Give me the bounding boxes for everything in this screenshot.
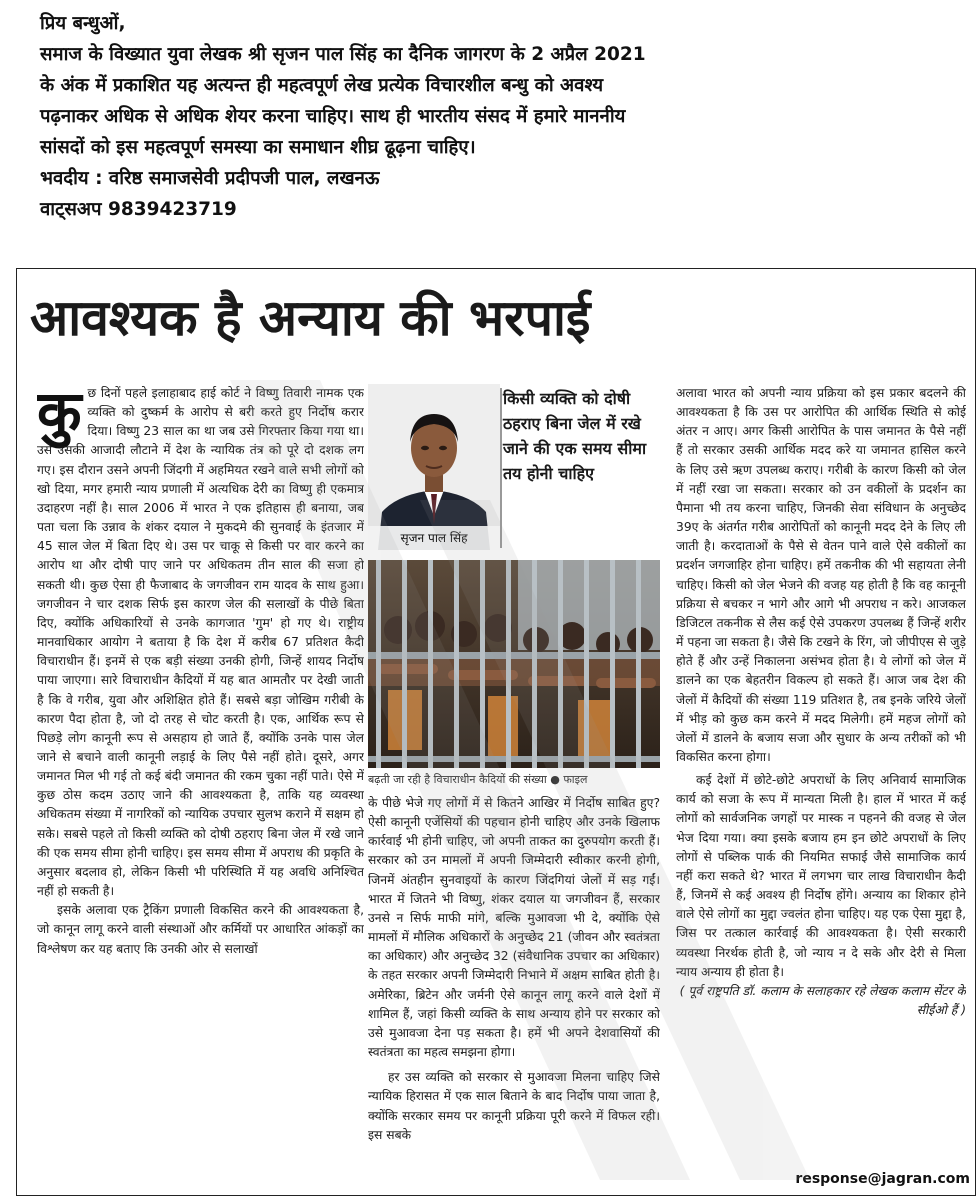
greeting: प्रिय बन्धुओं, [40, 13, 126, 34]
whatsapp-line: वाट्सअप 9839423719 [40, 199, 237, 220]
author-signoff: ( पूर्व राष्ट्रपति डॉ. कलाम के सलाहकार रहे लेखक कलाम सेंटर के सीईओ हैं ) [679, 983, 966, 1017]
photo-caption: बढ़ती जा रही है विचाराधीन कैदियों की संख्या ● फाइल [368, 773, 588, 786]
article-column-3 [676, 384, 966, 1164]
col2-paragraph-1: के पीछे भेजे गए लोगों में से कितने आखिर में निर्दोष साबित हुए? ऐसी कानूनी एजेंसियों की पहचान होनी चाहिए और उनके खिलाफ कार्रवाई भी होनी चाहिए, जो अपनी ताकत का दुरुपयोग करती हैं। सरकार को उन मामलों में अपनी जिम्मेदारी स्वीकार करनी होगी, जिनमें अंतहीन सुनवाइयों के कारण जिंदगियां जेलों में सड़ गईं। भारत में जितने भी विष्णु, शंकर दयाल या जगजीवन हैं, सरकार उनसे न सिर्फ माफी मांगे, बल्कि मुआवजा भी दे, क्योंकि ऐसे मामलों में मौलिक अधिकारों के अनुच्छेद 21 (जीवन और स्वतंत्रता का अधिकार) और अनुच्छेद 32 (संवैधानिक उपचार का अधिकार) के तहत सरकार अपनी जिम्मेदारी निभाने में अक्षम साबित होती है। अमेरिका, ब्रिटेन और जर्मनी ऐसे कानून लागू करने वाले देशों में शामिल हैं, जहां किसी व्यक्ति के साथ अन्याय होने पर सरकार को उसे मुआवजा देना पड़ सकता है। हमें भी अपने देशवासियों की स्वतंत्रता का महत्व समझना होगा। [368, 796, 660, 1060]
col2-paragraph-2: हर उस व्यक्ति को सरकार से मुआवजा मिलना चाहिए जिसे न्यायिक हिरासत में एक साल बिताने के बाद निर्दोष पाया जाता है, क्योंकि सरकार समय पर कानूनी प्रक्रिया पूरी करने में विफल रही। इस सबके [368, 1070, 660, 1142]
intro-line-1: समाज के विख्यात युवा लेखक श्री सृजन पाल सिंह का दैनिक जागरण के 2 अप्रैल 2021 [40, 44, 646, 65]
intro-line-3: पढ़नाकर अधिक से अधिक शेयर करना चाहिए। साथ ही भारतीय संसद में हमारे माननीय [40, 106, 626, 127]
col3-paragraph-2: कई देशों में छोटे-छोटे अपराधों के लिए अनिवार्य सामाजिक कार्य को सजा के रूप में मान्यता मिली है। हाल में भारत में कई लोगों को सार्वजनिक जगहों पर मास्क न पहनने की वजह से जेल भेज दिया गया। क्या इसके बजाय हम इन छोटे अपराधों के लिए लोगों से पब्लिक पार्क की नियमित सफाई जैसे सामाजिक कार्य नहीं करा सकते थे? भारत में लगभग चार लाख विचाराधीन कैदी हैं, जिनमें से कई अवश्य ही निर्दोष होंगे। अन्याय का शिकार होने वाले ऐसे लोगों का मुद्दा ज्वलंत होना चाहिए। यह एक ऐसा मुद्दा है, जिस पर तत्काल कार्रवाई की आवश्यकता है। ऐसी सरकारी व्यवस्था निरर्थक होती है, जो न्याय न दे सके और देरी से मिला न्याय अन्याय ही होता है। [676, 773, 966, 979]
author-portrait [368, 384, 500, 550]
portrait-illustration [368, 384, 500, 550]
pullquote-rule [500, 388, 502, 548]
intro-line-4: सांसदों को इस महत्वपूर्ण समस्या का समाधान शीघ्र ढूढ़ना चाहिए। [40, 137, 476, 158]
prison-photo [368, 560, 660, 768]
drop-cap: कु [37, 384, 82, 446]
article-headline: आवश्यक है अन्याय की भरपाई [30, 288, 591, 347]
article-column-1 [37, 384, 364, 1194]
intro-line-2: के अंक में प्रकाशित यह अत्यन्त ही महत्वपूर्ण लेख प्रत्येक विचारशील बन्धु को अवश्य [40, 75, 604, 96]
prison-bars-illustration [368, 560, 660, 768]
author-caption: सृजन पाल सिंह [400, 531, 468, 545]
article-column-2 [368, 794, 660, 1194]
signature-line: भवदीय : वरिष्ठ समाजसेवी प्रदीपजी पाल, लखनऊ [40, 168, 380, 189]
col1-paragraph-2: इसके अलावा एक ट्रैकिंग प्रणाली विकसित करने की आवश्यकता है, जो कानून लागू करने वाली संस्थाओं और कर्मियों पर आधारित आंकड़ों का विश्लेषण कर यह बताए कि उनकी ओर से सलाखों [37, 903, 364, 956]
col1-paragraph-1-text: छ दिनों पहले इलाहाबाद हाई कोर्ट ने विष्णु तिवारी नामक एक व्यक्ति को दुष्कर्म के आरोप से बरी करते हुए निर्दोष करार दिया। विष्णु 23 साल का था जब उसे गिरफ्तार किया गया था। उसे उसकी आजादी लौटाने में देश के न्यायिक तंत्र को पूरे दो दशक लग गए। इस दौरान उसने अपनी जिंदगी में अहमियत रखने वाले सभी लोगों को खो दिया, मगर हमारी न्याय प्रणाली में अत्यधिक देरी का विष्णु ही एकमात्र उदाहरण नहीं है। साल 2006 में भारत ने एक इतिहास ही बनाया, जब पता चला कि उन्नाव के शंकर दयाल ने मुकदमे की सुनवाई के इंतजार में 45 साल जेल में बिता दिए थे। उस पर चाकू से किसी पर वार करने का आरोप था और दोषी पाए जाने पर अधिकतम तीन साल की सजा हो सकती थी। कुछ ऐसा ही फैजाबाद के जगजीवन राम यादव के साथ हुआ। जगजीवन ने चार दशक सिर्फ इस कारण जेल की सलाखों के पीछे बिता दिए, क्योंकि अधिकारियों से उनके कागजात 'गुम' हो गए थे। राष्ट्रीय मानवाधिकार आयोग ने बताया है कि देश में करीब 67 प्रतिशत कैदी विचाराधीन हैं। इनमें से एक बड़ी संख्या उनकी होगी, जिन्हें शायद निर्दोष पाया जाएगा। सारे विचाराधीन कैदियों में यह बात आमतौर पर देखी जाती है कि वे गरीब, युवा और अशिक्षित होते हैं। सबसे बड़ा जोखिम गरीबी के कारण पैदा होता है, जो दो तरह से चोट करती है। एक, आर्थिक रूप से पिछड़े लोग कानूनी रूप से असहाय हो जाते हैं, क्योंकि उनके पास जेल जाने से बचाने वाली कानूनी लड़ाई के लिए पैसे नहीं होते। दूसरे, अगर जमानत मिल भी गई तो कई बंदी जमानत की रकम चुका नहीं पाते। ऐसे में कुछ ठोस कदम उठाए जाने की आवश्यकता है, ताकि यह व्यवस्था अधिकतम संख्या में नागरिकों को न्यायिक उपचार सुलभ कराने में सक्षम हो सके। सबसे पहले तो किसी व्यक्ति को दोषी ठहराए बिना जेल में रखे जाने की एक समय सीमा होनी चाहिए। इस समय सीमा में अपराध की प्रकृति के अनुसार बदलाव हो, लेकिन किसी भी परिस्थिति में यह अवधि अनिश्चित नहीं हो सकती है। [37, 386, 364, 899]
paragraph [37, 384, 364, 901]
col3-paragraph-1: अलावा भारत को अपनी न्याय प्रक्रिया को इस प्रकार बदलने की आवश्यकता है कि उस पर आरोपित की आर्थिक स्थिति से कोई अंतर न आए। अगर किसी आरोपित के पास जमानत के पैसे नहीं हैं तो सरकार उसकी आर्थिक मदद करे या जमानत हासिल करने के लिए उसे ऋण उपलब्ध कराए। गरीबी के कारण किसी को जेल में नहीं रखा जा सकता। सरकार को उन वकीलों के प्रदर्शन का पैमाना भी तय करना चाहिए, जिनकी सेवा संविधान के अनुच्छेद 39ए के अंतर्गत गरीब आरोपितों को कानूनी मदद देने के लिए ली जाती है। करदाताओं के पैसे से वेतन पाने वाले ऐसे वकीलों का प्रदर्शन जगजाहिर होना चाहिए। हमें तकनीक की भी सहायता लेनी चाहिए। किसी को जेल भेजने की वजह यह होती है कि वह कानूनी प्रक्रिया से बचकर न भागे और आगे भी अपराध न करे। आजकल डिजिटल तकनीक से लैस कई ऐसे उपकरण उपलब्ध हैं जिन्हें शरीर में पहना जा सकता है। जैसे कि टखने के रिंग, जो जीपीएस से जुड़े होते हैं और उन्हें निकालना असंभव होता है। ये लोगों को जेल में डालने का एक बेहतरीन विकल्प हो सकते हैं। आज जब देश की जेलों में कैदियों की संख्या 119 प्रतिशत है, तब इनके जरिये जेलों में भीड़ को कुछ कम करने में मदद मिलेगी। हमें महज लोगों को जेलों में डालने के बजाय सजा और सुधार के अन्य तरीकों को भी विकसित करना होगा। [676, 386, 966, 764]
response-email: response@jagran.com [795, 1171, 970, 1187]
pullquote: किसी व्यक्ति को दोषी ठहराए बिना जेल में रखे जाने की एक समय सीमा तय होनी चाहिए [503, 389, 647, 483]
intro-message [0, 0, 979, 266]
